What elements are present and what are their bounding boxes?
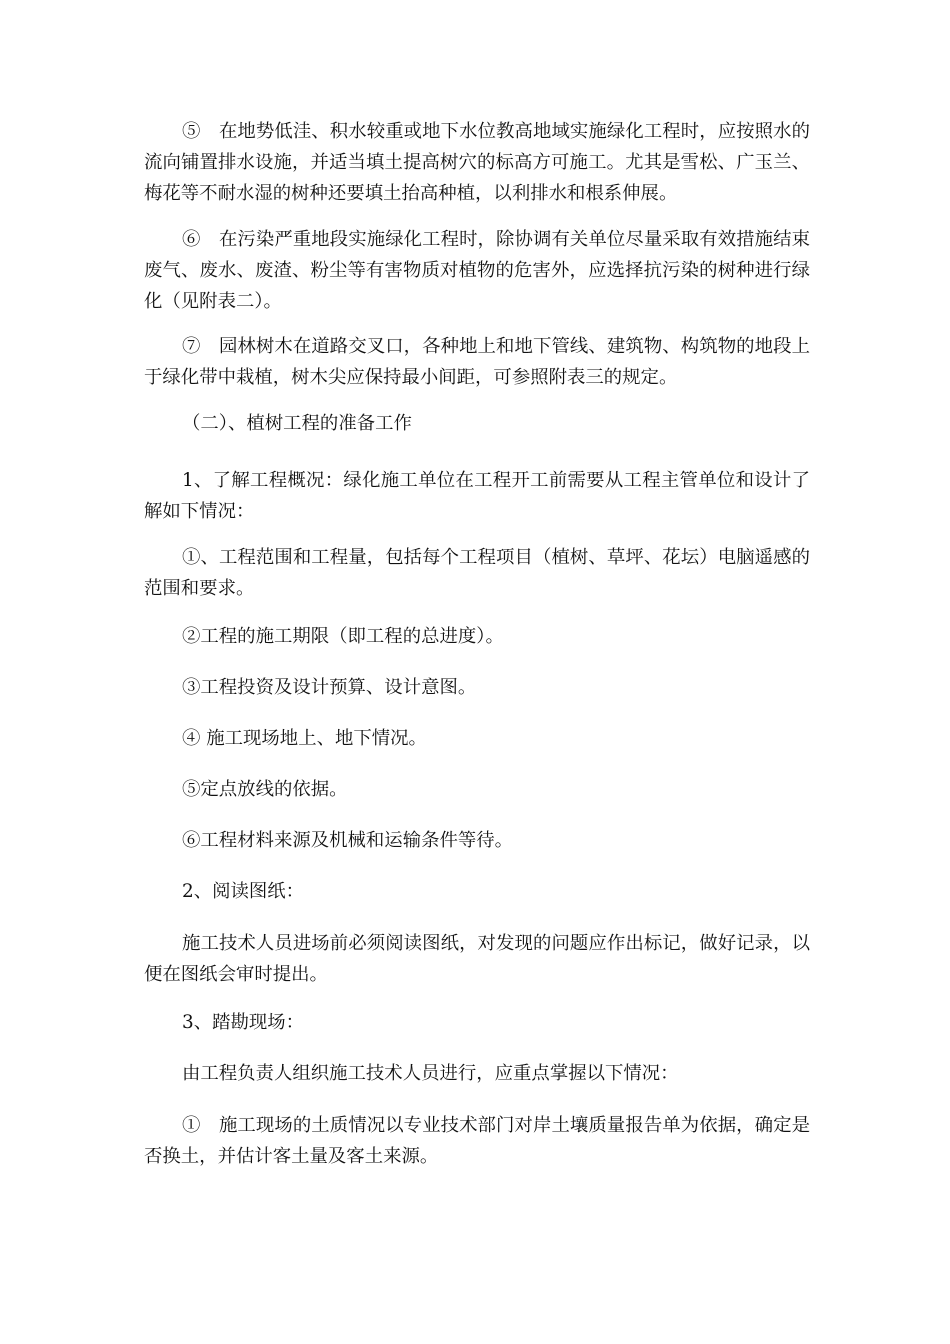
subheading-site-survey: 3、踏勘现场： (182, 1012, 305, 1033)
list-item-3: ③工程投资及设计预算、设计意图。 (182, 677, 477, 698)
paragraph-site-survey: 由工程负责人组织施工技术人员进行，应重点掌握以下情况： (182, 1063, 679, 1084)
list-item-4: ④ 施工现场地上、地下情况。 (182, 728, 427, 749)
paragraph-item-5: ⑤ 在地势低洼、积水较重或地下水位教高地域实施绿化工程时，应按照水的流向铺置排水设施，并适当填土提高树穴的标高方可施工。尤其是雪松、广玉兰、梅花等不耐水湿的树种还要填土抬高种植，以利排水和根系伸展。 (144, 121, 810, 204)
paragraph-item-6: ⑥ 在污染严重地段实施绿化工程时，除协调有关单位尽量采取有效措施结束废气、废水、废渣、粉尘等有害物质对植物的危害外，应选择抗污染的树种进行绿化（见附表二）。 (144, 229, 810, 312)
section-heading: （二）、植树工程的准备工作 (182, 413, 412, 434)
subheading-read-drawings: 2、阅读图纸： (182, 881, 305, 902)
paragraph-soil-condition: ① 施工现场的土质情况以专业技术部门对岸土壤质量报告单为依据，确定是否换土，并估计客土量及客土来源。 (144, 1115, 810, 1167)
paragraph-read-drawings: 施工技术人员进场前必须阅读图纸，对发现的问题应作出标记，做好记录，以便在图纸会审时提出。 (144, 933, 810, 985)
list-item-5: ⑤定点放线的依据。 (182, 779, 348, 800)
paragraph-project-overview: 1、了解工程概况：绿化施工单位在工程开工前需要从工程主管单位和设计了解如下情况： (144, 470, 810, 522)
list-item-2: ②工程的施工期限（即工程的总进度）。 (182, 626, 504, 647)
paragraph-item-7: ⑦ 园林树木在道路交叉口，各种地上和地下管线、建筑物、构筑物的地段上于绿化带中栽植，树木尖应保持最小间距，可参照附表三的规定。 (144, 336, 810, 388)
list-item-6: ⑥工程材料来源及机械和运输条件等待。 (182, 830, 514, 851)
list-item-1: ①、工程范围和工程量，包括每个工程项目（植树、草坪、花坛）电脑遥感的范围和要求。 (144, 547, 810, 599)
